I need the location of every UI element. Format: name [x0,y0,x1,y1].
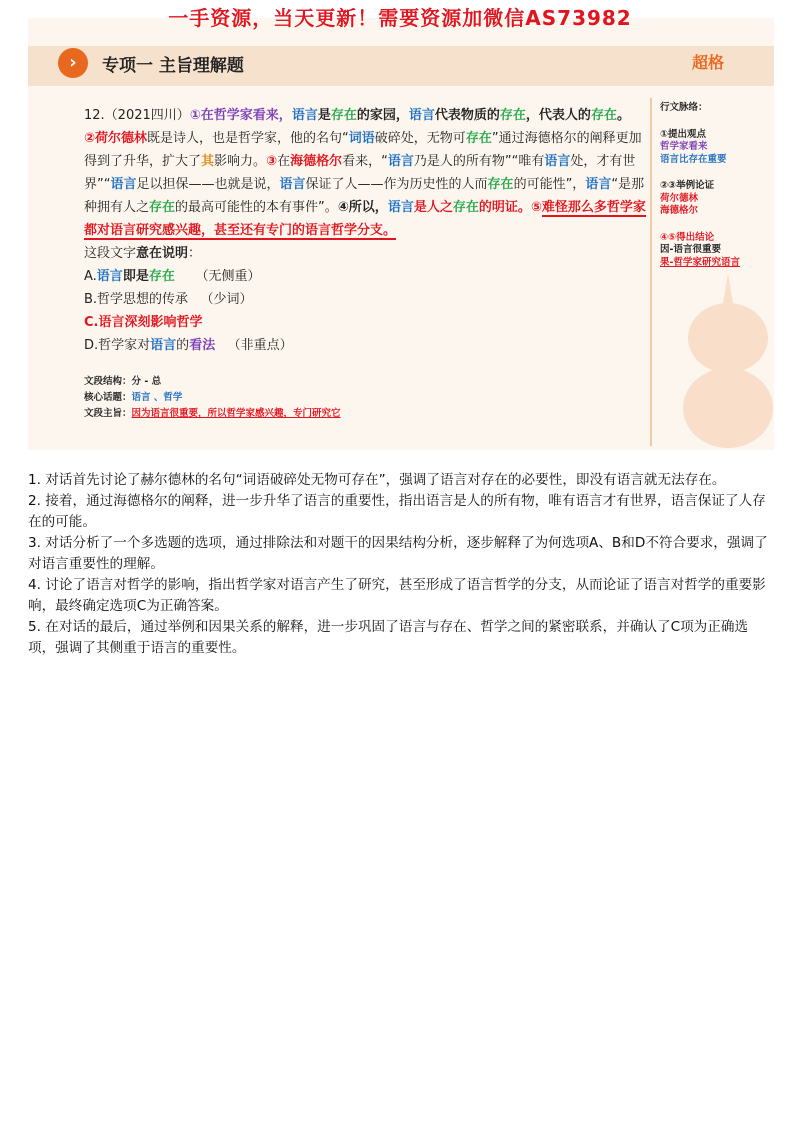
option-letter: A. [84,269,97,284]
sentence-marker: ⑤ [530,200,542,215]
keyword-language: 语言 [110,177,137,192]
text: 乃是人的所有物”“唯有 [413,154,545,169]
value: 分 - 总 [131,376,162,387]
summary-point: 1. 对话首先讨论了赫尔德林的名句“词语破碎处无物可存在”，强调了语言对存在的必要性，即没有语言就无法存在。 [28,472,726,488]
sidebar-block-2 [660,180,770,218]
keyword-existence: 存在 [590,108,617,123]
label: 文段结构： [84,376,132,387]
text: 即是 [122,269,149,284]
text: 的家园， [356,108,409,123]
sentence-marker: ② [84,131,96,146]
question-stem: 这段文字意在说明： [84,246,202,261]
text: 所以， [348,200,388,215]
summary-point: 4. 讨论了语言对哲学的影响，指出哲学家对语言产生了研究，甚至形成了语言哲学的分支，从而论证了语言对哲学的重要影响，最终确定选项C为正确答案。 [28,577,766,614]
text: 处，才有世界”“ [84,154,636,192]
text: 存在 [148,269,175,284]
summary-text [28,470,773,659]
text: 看法 [189,338,216,353]
text: 在哲学家 [200,108,253,123]
text: 因-语言很重要 [660,244,721,255]
label: 文段主旨： [84,408,132,419]
keyword-existence: 存在 [487,177,514,192]
sidebar-block-3 [660,232,770,270]
main-idea-row [84,406,341,422]
watermark-banner: 一手资源，当天更新！需要资源加微信AS73982 [168,6,632,30]
sidebar-block-1 [660,129,770,167]
keyword-language: 语言 [408,108,435,123]
summary-point: 3. 对话分析了一个多选题的选项，通过排除法和对题干的因果结构分析，逐步解释了为何选项A、B和D不符合要求，强调了对语言重要性的理解。 [28,535,768,572]
text: 的明证。 [478,200,531,215]
text: ，代表人的 [525,108,591,123]
value: 因为语言很重要，所以哲学家感兴趣，专门研究它 [131,408,341,419]
text: 哲学家看来 [660,141,708,152]
keyword-language: 语言 [544,154,571,169]
option-c [84,311,650,334]
text: 。 [616,108,630,123]
keyword-language: 语言 [279,177,306,192]
brand-logo: 超格 [691,53,724,72]
text: ①提出观点 [660,128,707,140]
passage-analysis [84,374,341,422]
keyword-existence: 存在 [149,200,176,215]
text: 的 [176,338,190,353]
value: 语言 、哲学 [131,392,183,403]
keyword-language: 语言 [585,177,612,192]
text: 代表物质的 [434,108,500,123]
divider [650,98,652,446]
text: 既是诗人，也是哲学家，他的名句“ [147,131,349,146]
conclusion-sentence: 难怪那么多哲学家都对语言研究感兴趣，甚至还有专门的语言哲学分支。 [84,200,646,238]
keyword-existence: 存在 [452,200,479,215]
text: 人之 [426,200,453,215]
text: 语言 [96,269,123,284]
text: ④⑤得出结论 [660,231,715,243]
keyword-heidegger: 海德格尔 [290,154,343,169]
option-b [84,288,650,311]
text: 果-哲学家研究语言 [660,256,740,268]
text: D.哲学家对 [84,338,151,353]
text: 看来，“ [342,154,388,169]
text: 看来， [252,108,292,123]
lecture-slide [28,18,774,450]
mascot-icon [668,268,774,448]
sidebar-title: 行文脉络： [660,102,708,113]
text: B.哲学思想的传承 [84,292,189,307]
question-number: 12.（2021四川） [84,108,190,123]
text: ”通过海德格尔的阐释更加得到了升华，扩大了 [84,131,642,169]
keyword-existence: 存在 [330,108,357,123]
question-passage [84,104,650,357]
sentence-marker: ③ [266,154,278,169]
option-a [84,265,650,288]
option-note: （非重点） [227,338,293,353]
keyword-language: 语言 [387,154,414,169]
text: 保证了人——作为历史性的人而 [305,177,488,192]
text: 的可能性”， [513,177,586,192]
topic-row [84,390,341,406]
keyword-existence: 存在 [499,108,526,123]
option-note: （少词） [200,292,253,307]
sentence-marker: ④ [337,200,349,215]
keyword-language: 语言 [291,108,318,123]
text: 语言比存在重要 [660,153,727,165]
chevron-right-icon: › [58,48,88,78]
text: “是那种拥有人之 [84,177,645,215]
text: 语言 [150,338,177,353]
sentence-marker: ① [189,108,201,123]
text: 影响力。 [214,154,267,169]
structure-row [84,374,341,390]
summary-point: 5. 在对话的最后，通过举例和因果关系的解释，进一步巩固了语言与存在、哲学之间的紧密联系，并确认了C项为正确选项，强调了其侧重于语言的重要性。 [28,619,749,656]
text: 是 [413,200,427,215]
text: ②③举例论证 [660,180,715,191]
option-d [84,334,650,357]
summary-point: 2. 接着，通过海德格尔的阐释，进一步升华了语言的重要性，指出语言是人的所有物，唯有语言才有世界，语言保证了人存在的可能。 [28,493,766,530]
sidebar-title-block [660,102,770,115]
text: C.语言深刻影响哲学 [84,315,203,330]
stem-keyword: 意在说明 [136,246,189,261]
text: 的最高可能性的本有事件”。 [175,200,338,215]
text: 荷尔德林 [660,192,699,204]
keyword-language: 语言 [387,200,414,215]
keyword-existence: 存在 [465,131,492,146]
text: 是 [317,108,331,123]
text: 在 [277,154,291,169]
text: 破碎处，无物可 [374,131,466,146]
keyword-words: 词语 [348,131,375,146]
label: 核心话题： [84,392,132,403]
text: 足以担保——也就是说， [136,177,280,192]
option-note: （无侧重） [195,269,261,284]
text: 海德格尔 [660,205,699,216]
outline-sidebar [660,102,770,283]
keyword-holderlin: 荷尔德林 [95,131,148,146]
slide-title: 专项一 主旨理解题 [102,56,244,76]
keyword-its: 其 [201,154,215,169]
